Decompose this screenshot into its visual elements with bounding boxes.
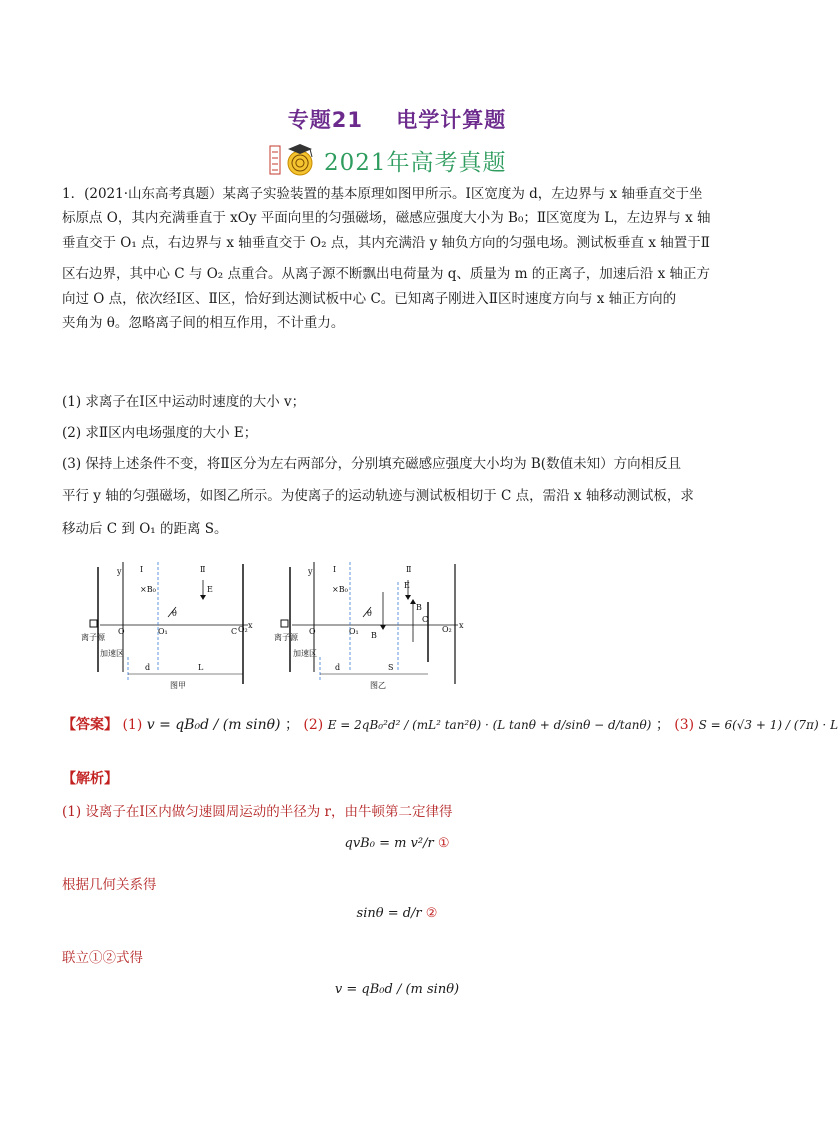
problem-line: 垂直交于 O₁ 点，右边界与 x 轴垂直交于 O₂ 点，其内充满沿 y 轴负方向的匀强电场。测试板垂直 x 轴置于Ⅱ [62,235,710,251]
mascot-seal-icon [268,140,318,180]
problem-line: 夹角为 θ。忽略离子间的相互作用，不计重力。 [62,315,345,331]
answer-part2-label: (2) [303,717,324,733]
label-region1: Ⅰ [333,565,337,574]
problem-statement [62,184,732,337]
label-C: C [422,615,429,624]
label-accel: 加速区 [293,649,317,658]
label-region1: Ⅰ [140,565,144,574]
label-C: C [231,627,238,636]
equation-2-mark: ② [425,906,438,921]
figure-right [274,562,464,690]
problem-line: 1．(2021·山东高考真题）某离子实验装置的基本原理如图甲所示。Ⅰ区宽度为 d，左边界与 x 轴垂直交于坐 [62,186,703,202]
page-title: 专题21 电学计算题 [287,108,507,132]
solution-step1: (1) 设离子在Ⅰ区内做匀速圆周运动的半径为 r，由牛顿第二定律得 [62,804,453,820]
label-theta: θ [367,609,372,618]
label-O: O [118,627,125,636]
label-region2: Ⅱ [406,565,412,574]
problem-line: 向过 O 点，依次经Ⅰ区、Ⅱ区，恰好到达测试板中心 C。已知离子刚进入Ⅱ区时速度方向与 x 轴正方向的 [62,291,677,307]
label-O: O [309,627,316,636]
label-y: y [308,567,313,576]
answer-label: 【答案】 [62,717,118,733]
label-x: x [459,621,464,630]
label-source: 离子源 [81,633,105,642]
label-O1: O₁ [349,627,359,636]
label-O2: O₂ [238,625,248,634]
question-1: (1) 求离子在Ⅰ区中运动时速度的大小 v； [62,394,306,410]
problem-line: 区右边界，其中心 C 与 O₂ 点重合。从离子源不断飘出电荷量为 q、质量为 m 的正离子，加速后沿 x 轴正方 [62,266,710,282]
label-B0: ×B₀ [332,585,348,594]
ion-source-icon [90,620,97,627]
label-source: 离子源 [274,633,298,642]
label-d: d [335,663,341,672]
solution-step2: 根据几何关系得 [62,877,157,893]
label-B-right: B [416,603,422,612]
ion-source-icon [281,620,288,627]
question-3-line: (3) 保持上述条件不变，将Ⅱ区分为左右两部分，分别填充磁感应强度大小均为 B(数值未知）方向相反且 [62,456,682,472]
answer-sep: ； [655,717,670,733]
experiment-figure [81,562,488,692]
label-O1: O₁ [158,627,168,636]
label-E: E [207,585,213,594]
label-E: E [404,581,410,590]
equation-1 [0,836,794,851]
figure-left [81,562,253,690]
equation-3-body: v = qB₀d / (m sinθ) [334,982,460,997]
equation-1-body: qvB₀ = m v²/r [344,836,434,851]
label-theta: θ [172,609,177,618]
label-O2: O₂ [442,625,452,634]
page-subtitle: 2021年高考真题 [324,149,507,176]
label-region2: Ⅱ [200,565,206,574]
label-x: x [248,621,253,630]
answer-part1: v = qB₀d / (m sinθ) [146,717,281,733]
label-L: L [198,663,204,672]
caption-left: 图甲 [170,681,186,690]
answer-part3-label: (3) [674,717,695,733]
equation-1-mark: ① [437,836,450,851]
label-accel: 加速区 [100,649,124,658]
equation-3 [0,982,794,997]
label-y: y [117,567,122,576]
label-B0: ×B₀ [140,585,156,594]
problem-line: 标原点 O，其内充满垂直于 xOy 平面向里的匀强磁场，磁感应强度大小为 B₀；Ⅱ区宽度为 L，左边界与 x 轴 [62,210,711,226]
answer-part2: E = 2qB₀²d² / (mL² tan²θ) · (L tanθ + d/sinθ − d/tanθ) [327,718,652,732]
answer-line [62,715,838,735]
caption-right: 图乙 [370,681,386,690]
solution-label: 【解析】 [62,771,118,787]
subtitle-banner [268,140,507,180]
question-3-line: 移动后 C 到 O₁ 的距离 S。 [62,521,228,537]
solution-step3: 联立①②式得 [62,950,143,966]
equation-2 [0,906,794,921]
label-B-left: B [371,631,377,640]
question-3-line: 平行 y 轴的匀强磁场，如图乙所示。为使离子的运动轨迹与测试板相切于 C 点，需沿 x 轴移动测试板，求 [62,488,694,504]
label-d: d [145,663,151,672]
question-2: (2) 求Ⅱ区内电场强度的大小 E； [62,425,258,441]
answer-part3: S = 6(√3 + 1) / (7π) · L [698,718,838,732]
equation-2-body: sinθ = d/r [356,906,422,921]
answer-part1-label: (1) [122,717,143,733]
label-S: S [388,663,394,672]
answer-sep: ； [284,717,299,733]
